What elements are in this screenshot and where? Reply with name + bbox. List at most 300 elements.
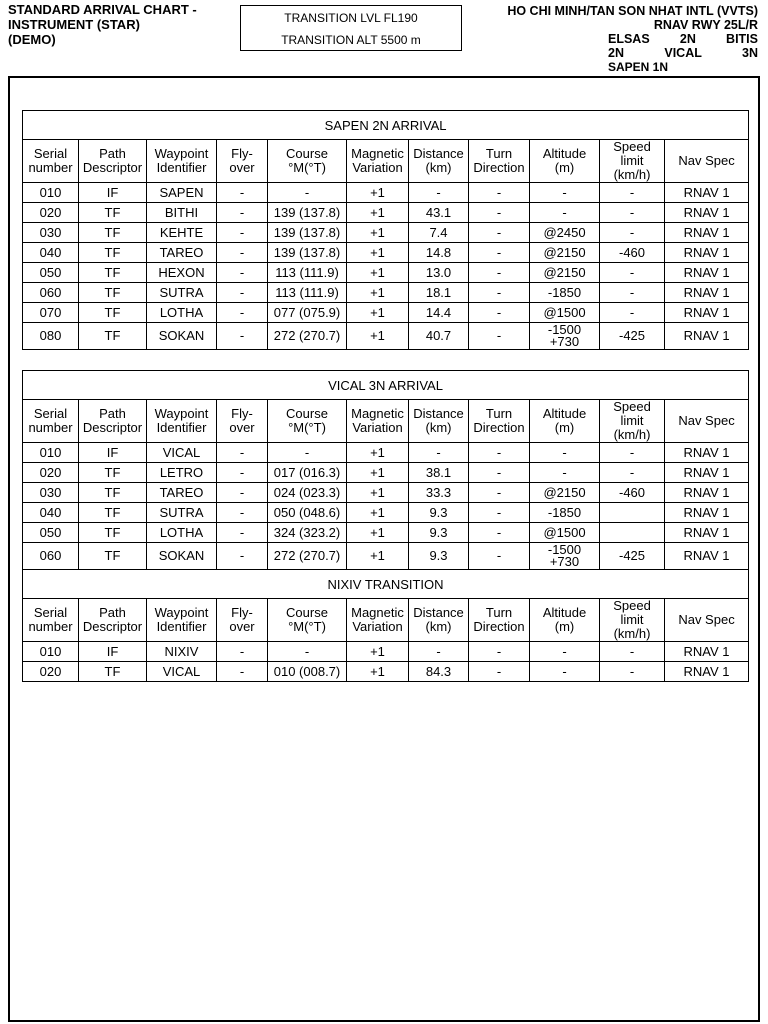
- table-cell: -: [217, 303, 268, 323]
- table-row: [23, 243, 749, 263]
- table-cell: IF: [79, 183, 147, 203]
- column-header-line: limit: [620, 612, 644, 627]
- table-cell: 010: [23, 443, 79, 463]
- column-header: [147, 140, 217, 183]
- table-row: [23, 483, 749, 503]
- table-cell: -: [217, 642, 268, 662]
- table-cell: -: [530, 443, 600, 463]
- column-header-line: Altitude: [542, 406, 587, 421]
- table-cell: -: [409, 443, 469, 463]
- column-header-line: Nav Spec: [678, 153, 735, 168]
- column-header-line: Path: [99, 146, 126, 161]
- procedure-word: 2N: [608, 46, 624, 60]
- column-header-line: Direction: [473, 160, 525, 175]
- table-cell: -: [217, 463, 268, 483]
- table-cell: -: [600, 642, 665, 662]
- table-cell: 139 (137.8): [268, 223, 347, 243]
- table-cell: -425: [600, 543, 665, 570]
- column-header: [600, 400, 665, 443]
- procedure-word: 2N: [679, 32, 696, 46]
- table-cell: +1: [347, 323, 409, 350]
- table-cell: -: [217, 323, 268, 350]
- table-cell: 020: [23, 203, 79, 223]
- column-header-line: limit: [620, 153, 644, 168]
- column-header-line: (m): [554, 160, 575, 175]
- table-row: [23, 503, 749, 523]
- column-header-line: Turn: [485, 146, 513, 161]
- table-row: [23, 443, 749, 463]
- table-cell: -: [217, 263, 268, 283]
- column-header-line: Magnetic: [351, 146, 404, 161]
- column-header-line: Magnetic: [351, 605, 404, 620]
- table-cell: -: [469, 662, 530, 682]
- table-cell: TF: [79, 523, 147, 543]
- column-header-line: Path: [99, 406, 126, 421]
- table-cell: TF: [79, 503, 147, 523]
- table-cell: 060: [23, 543, 79, 570]
- table-cell: VICAL: [147, 443, 217, 463]
- table-cell: TF: [79, 303, 147, 323]
- column-header: [469, 400, 530, 443]
- table-cell: +1: [347, 223, 409, 243]
- table-row: [23, 283, 749, 303]
- table-cell: @2150: [530, 243, 600, 263]
- table-cell: RNAV 1: [665, 283, 749, 303]
- table-cell: 113 (111.9): [268, 283, 347, 303]
- table-cell: 84.3: [409, 662, 469, 682]
- column-header-line: Turn: [485, 605, 513, 620]
- table-cell: -: [268, 642, 347, 662]
- altitude-constraint: -1500: [547, 322, 582, 337]
- column-header: [79, 599, 147, 642]
- column-header-line: Serial: [33, 406, 68, 421]
- column-header: [409, 140, 469, 183]
- table-cell: 272 (270.7): [268, 543, 347, 570]
- table-cell: -: [469, 183, 530, 203]
- table-cell: RNAV 1: [665, 642, 749, 662]
- column-header-line: Fly-: [231, 406, 253, 421]
- chart-title-line: STANDARD ARRIVAL CHART -: [8, 2, 197, 17]
- table-cell: 040: [23, 243, 79, 263]
- table-cell: 077 (075.9): [268, 303, 347, 323]
- table-cell: TF: [79, 463, 147, 483]
- table-cell: -: [469, 263, 530, 283]
- table-row: [23, 523, 749, 543]
- column-header: [217, 140, 268, 183]
- table-cell: -: [469, 523, 530, 543]
- table-cell: 324 (323.2): [268, 523, 347, 543]
- column-header-line: Identifier: [156, 619, 207, 634]
- table-cell: -: [600, 463, 665, 483]
- column-header: [665, 140, 749, 183]
- table-cell: 050 (048.6): [268, 503, 347, 523]
- table-cell: +1: [347, 303, 409, 323]
- chart-title-line: (DEMO): [8, 32, 56, 47]
- column-header-line: Serial: [33, 605, 68, 620]
- column-header-line: Identifier: [156, 420, 207, 435]
- table-cell: 050: [23, 523, 79, 543]
- column-header-line: Magnetic: [351, 406, 404, 421]
- column-header: [347, 599, 409, 642]
- table-cell: 9.3: [409, 503, 469, 523]
- table-cell: RNAV 1: [665, 263, 749, 283]
- column-header-line: number: [28, 160, 73, 175]
- table-cell: +1: [347, 483, 409, 503]
- column-header-line: Waypoint: [154, 605, 209, 620]
- column-header-line: Variation: [352, 160, 403, 175]
- column-header: [347, 400, 409, 443]
- table-cell: IF: [79, 443, 147, 463]
- table-cell: +1: [347, 203, 409, 223]
- column-header: [79, 140, 147, 183]
- table-cell: RNAV 1: [665, 483, 749, 503]
- table-cell: NIXIV: [147, 642, 217, 662]
- section-title: SAPEN 2N ARRIVAL: [23, 111, 749, 140]
- column-header-line: Fly-: [231, 146, 253, 161]
- table-cell: 40.7: [409, 323, 469, 350]
- table-cell: 050: [23, 263, 79, 283]
- column-header-line: Speed: [613, 598, 651, 613]
- table-cell: -: [530, 463, 600, 483]
- table-cell: -: [217, 662, 268, 682]
- column-header-line: Speed: [613, 139, 651, 154]
- column-header-line: Distance: [413, 146, 464, 161]
- table-cell: [530, 323, 600, 350]
- table-cell: 017 (016.3): [268, 463, 347, 483]
- procedures-line-2: [468, 46, 758, 60]
- column-header-line: over: [229, 160, 255, 175]
- table-cell: RNAV 1: [665, 662, 749, 682]
- column-header-row: [23, 140, 749, 183]
- section-title-row: [23, 111, 749, 140]
- table-cell: -: [469, 443, 530, 463]
- table-cell: -: [600, 303, 665, 323]
- table-cell: +1: [347, 263, 409, 283]
- column-header: [217, 400, 268, 443]
- table-cell: [600, 523, 665, 543]
- table-cell: -: [469, 463, 530, 483]
- column-header-line: limit: [620, 413, 644, 428]
- column-header-line: Fly-: [231, 605, 253, 620]
- table-cell: -: [600, 443, 665, 463]
- column-header-line: (m): [554, 619, 575, 634]
- table-row: [23, 463, 749, 483]
- column-header-line: (km): [425, 619, 452, 634]
- table-cell: 030: [23, 223, 79, 243]
- table-cell: -: [409, 183, 469, 203]
- procedures-line-1: [468, 32, 758, 46]
- table-row: [23, 203, 749, 223]
- table-cell: @2450: [530, 223, 600, 243]
- table-cell: TF: [79, 243, 147, 263]
- column-header: [469, 599, 530, 642]
- chart-title: [8, 2, 228, 47]
- table-cell: 9.3: [409, 523, 469, 543]
- transition-level: TRANSITION LVL FL190: [284, 11, 418, 25]
- column-header: [665, 400, 749, 443]
- table-cell: TF: [79, 263, 147, 283]
- table-cell: 010: [23, 183, 79, 203]
- altitude-constraint: +730: [549, 334, 580, 349]
- table-cell: RNAV 1: [665, 243, 749, 263]
- transition-box: [240, 5, 462, 51]
- table-cell: -: [217, 203, 268, 223]
- column-header-line: Altitude: [542, 146, 587, 161]
- column-header: [665, 599, 749, 642]
- table-cell: 139 (137.8): [268, 243, 347, 263]
- table-cell: -: [469, 543, 530, 570]
- altitude-constraint: -1500: [547, 542, 582, 557]
- table-cell: +1: [347, 662, 409, 682]
- column-header-line: Path: [99, 605, 126, 620]
- column-header: [147, 599, 217, 642]
- column-header: [79, 400, 147, 443]
- table-row: [23, 183, 749, 203]
- table-row: [23, 662, 749, 682]
- table-cell: -: [217, 523, 268, 543]
- table-cell: @2150: [530, 483, 600, 503]
- column-header-line: number: [28, 420, 73, 435]
- table-cell: -460: [600, 483, 665, 503]
- column-header-line: (km/h): [613, 626, 651, 641]
- table-cell: +1: [347, 503, 409, 523]
- table-cell: +1: [347, 283, 409, 303]
- table-cell: 7.4: [409, 223, 469, 243]
- procedure-word: 3N: [742, 46, 758, 60]
- table-cell: RNAV 1: [665, 463, 749, 483]
- table-cell: -: [217, 483, 268, 503]
- table-cell: 272 (270.7): [268, 323, 347, 350]
- table-row: [23, 642, 749, 662]
- table-cell: -: [469, 483, 530, 503]
- column-header: [530, 599, 600, 642]
- column-header-line: Variation: [352, 420, 403, 435]
- column-header: [347, 140, 409, 183]
- table-cell: -: [469, 283, 530, 303]
- table-cell: 139 (137.8): [268, 203, 347, 223]
- column-header: [469, 140, 530, 183]
- table-cell: KEHTE: [147, 223, 217, 243]
- table-cell: -: [600, 662, 665, 682]
- table-cell: SAPEN: [147, 183, 217, 203]
- column-header-line: Course: [286, 605, 328, 620]
- column-header-line: Nav Spec: [678, 413, 735, 428]
- table-cell: -: [217, 183, 268, 203]
- table-cell: VICAL: [147, 662, 217, 682]
- table-cell: TAREO: [147, 243, 217, 263]
- table-cell: 010: [23, 642, 79, 662]
- table-cell: +1: [347, 243, 409, 263]
- table-cell: -: [217, 543, 268, 570]
- column-header-line: (km/h): [613, 427, 651, 442]
- table-cell: RNAV 1: [665, 323, 749, 350]
- table-cell: -: [217, 223, 268, 243]
- table-cell: SUTRA: [147, 283, 217, 303]
- section-title: VICAL 3N ARRIVAL: [23, 371, 749, 400]
- table-cell: TF: [79, 223, 147, 243]
- column-header-row: [23, 400, 749, 443]
- table-cell: RNAV 1: [665, 543, 749, 570]
- table-cell: 060: [23, 283, 79, 303]
- table-row: [23, 323, 749, 350]
- column-header: [217, 599, 268, 642]
- table-cell: -: [469, 223, 530, 243]
- table-cell: RNAV 1: [665, 183, 749, 203]
- table-cell: 024 (023.3): [268, 483, 347, 503]
- table-cell: SOKAN: [147, 323, 217, 350]
- column-header-line: Descriptor: [82, 420, 143, 435]
- table-cell: 14.8: [409, 243, 469, 263]
- vical-3n-table: [22, 370, 749, 682]
- chart-frame: [8, 76, 760, 1022]
- table-cell: -: [469, 503, 530, 523]
- table-cell: 14.4: [409, 303, 469, 323]
- table-cell: SOKAN: [147, 543, 217, 570]
- column-header-line: Descriptor: [82, 160, 143, 175]
- table-cell: 010 (008.7): [268, 662, 347, 682]
- table-cell: 9.3: [409, 543, 469, 570]
- table-cell: 020: [23, 463, 79, 483]
- section-title-row: [23, 371, 749, 400]
- table-cell: -: [268, 183, 347, 203]
- table-cell: -: [530, 183, 600, 203]
- column-header-line: Distance: [413, 605, 464, 620]
- section-title: NIXIV TRANSITION: [23, 570, 749, 599]
- column-header-line: Distance: [413, 406, 464, 421]
- chart-title-line: INSTRUMENT (STAR): [8, 17, 140, 32]
- table-cell: -: [409, 642, 469, 662]
- table-cell: 113 (111.9): [268, 263, 347, 283]
- column-header-row: [23, 599, 749, 642]
- table-cell: -460: [600, 243, 665, 263]
- column-header-line: over: [229, 619, 255, 634]
- column-header-line: (km): [425, 160, 452, 175]
- column-header: [600, 140, 665, 183]
- table-cell: -: [469, 303, 530, 323]
- column-header-line: Course: [286, 406, 328, 421]
- table-cell: -1850: [530, 283, 600, 303]
- table-cell: RNAV 1: [665, 223, 749, 243]
- table-cell: 18.1: [409, 283, 469, 303]
- procedure-word: BITIS: [726, 32, 758, 46]
- table-row: [23, 263, 749, 283]
- column-header-line: Identifier: [156, 160, 207, 175]
- table-cell: -: [600, 203, 665, 223]
- table-cell: @2150: [530, 263, 600, 283]
- table-cell: LETRO: [147, 463, 217, 483]
- section-title-row: [23, 570, 749, 599]
- procedure-word: VICAL: [664, 46, 702, 60]
- column-header-line: over: [229, 420, 255, 435]
- table-cell: -: [600, 283, 665, 303]
- column-header: [268, 400, 347, 443]
- table-cell: -: [600, 183, 665, 203]
- procedures-line-3: SAPEN 1N: [608, 60, 669, 74]
- column-header: [409, 400, 469, 443]
- table-cell: RNAV 1: [665, 523, 749, 543]
- table-cell: TF: [79, 203, 147, 223]
- table-cell: [530, 543, 600, 570]
- table-cell: TF: [79, 283, 147, 303]
- procedure-word: ELSAS: [608, 32, 650, 46]
- table-cell: @1500: [530, 523, 600, 543]
- table-cell: 070: [23, 303, 79, 323]
- column-header-line: (km): [425, 420, 452, 435]
- table-cell: LOTHA: [147, 303, 217, 323]
- column-header: [409, 599, 469, 642]
- column-header-line: (m): [554, 420, 575, 435]
- sapen-2n-table: [22, 110, 749, 350]
- table-cell: +1: [347, 543, 409, 570]
- column-header-line: Descriptor: [82, 619, 143, 634]
- table-cell: -: [217, 443, 268, 463]
- table-cell: TF: [79, 323, 147, 350]
- table-cell: TAREO: [147, 483, 217, 503]
- column-header-line: Serial: [33, 146, 68, 161]
- table-cell: +1: [347, 523, 409, 543]
- column-header: [23, 400, 79, 443]
- table-cell: -: [469, 323, 530, 350]
- table-row: [23, 303, 749, 323]
- column-header-line: °M(°T): [288, 160, 326, 175]
- column-header: [530, 140, 600, 183]
- table-cell: TF: [79, 662, 147, 682]
- column-header: [147, 400, 217, 443]
- table-cell: 13.0: [409, 263, 469, 283]
- column-header: [268, 599, 347, 642]
- table-cell: -: [268, 443, 347, 463]
- table-cell: @1500: [530, 303, 600, 323]
- column-header: [268, 140, 347, 183]
- altitude-constraint: +730: [549, 554, 580, 569]
- table-cell: -1850: [530, 503, 600, 523]
- table-cell: -: [530, 203, 600, 223]
- table-cell: -: [469, 203, 530, 223]
- column-header-line: Speed: [613, 399, 651, 414]
- table-row: [23, 223, 749, 243]
- table-cell: BITHI: [147, 203, 217, 223]
- table-cell: -: [217, 503, 268, 523]
- column-header-line: (km/h): [613, 167, 651, 182]
- column-header-line: Turn: [485, 406, 513, 421]
- table-cell: [600, 503, 665, 523]
- column-header-line: Waypoint: [154, 146, 209, 161]
- table-cell: 080: [23, 323, 79, 350]
- table-cell: +1: [347, 183, 409, 203]
- table-cell: 040: [23, 503, 79, 523]
- column-header: [530, 400, 600, 443]
- table-cell: -: [600, 223, 665, 243]
- column-header: [600, 599, 665, 642]
- table-cell: -: [530, 642, 600, 662]
- table-cell: TF: [79, 483, 147, 503]
- column-header: [23, 599, 79, 642]
- column-header-line: °M(°T): [288, 420, 326, 435]
- column-header-line: Nav Spec: [678, 612, 735, 627]
- table-cell: +1: [347, 463, 409, 483]
- column-header-line: Course: [286, 146, 328, 161]
- table-row: [23, 543, 749, 570]
- table-cell: RNAV 1: [665, 303, 749, 323]
- column-header-line: Waypoint: [154, 406, 209, 421]
- table-cell: 33.3: [409, 483, 469, 503]
- table-cell: +1: [347, 642, 409, 662]
- airport-name: HO CHI MINH/TAN SON NHAT INTL (VVTS): [507, 4, 758, 18]
- column-header-line: number: [28, 619, 73, 634]
- table-cell: SUTRA: [147, 503, 217, 523]
- column-header-line: Direction: [473, 619, 525, 634]
- column-header-line: °M(°T): [288, 619, 326, 634]
